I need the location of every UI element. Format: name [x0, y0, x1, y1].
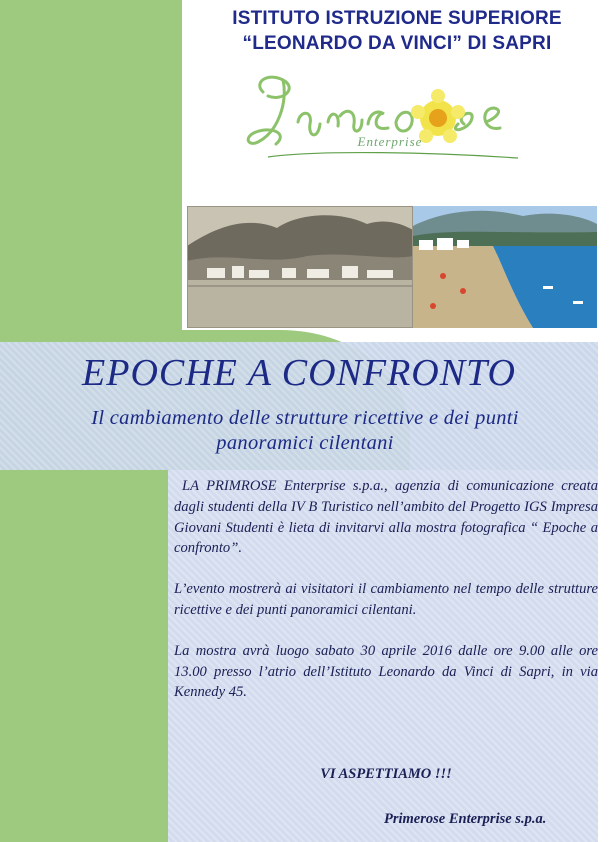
subtitle-line-1: Il cambiamento delle strutture ricettive e dei punti — [91, 407, 519, 429]
historic-coast-photo-icon — [187, 206, 413, 328]
subtitle-line-2: panoramici cilentani — [216, 432, 394, 454]
poster-subtitle — [10, 406, 600, 456]
school-line-1: ISTITUTO ISTRUZIONE SUPERIORE — [232, 8, 562, 29]
date-paragraph: La mostra avrà luogo sabato 30 aprile 2016 dalle ore 9.00 alle ore 13.00 presso l’atrio dell’Istituto Leonardo da Vinci di Sapri, in via Kennedy 45. — [174, 642, 598, 701]
logo-caption: Enterprise — [357, 134, 423, 149]
modern-beach-photo-icon — [413, 206, 597, 328]
invite-line: VI ASPETTIAMO !!! — [320, 766, 452, 782]
school-name — [182, 6, 612, 56]
school-line-2: “LEONARDO DA VINCI” DI SAPRI — [242, 33, 552, 54]
poster-title: EPOCHE A CONFRONTO — [82, 352, 516, 394]
event-paragraph: L’evento mostrerà ai visitatori il cambiamento nel tempo delle strutture ricettive e dei punti panoramici cilentani. — [174, 581, 598, 618]
signature: Primerose Enterprise s.p.a. — [384, 811, 547, 827]
primrose-logo — [228, 62, 538, 172]
body-text — [174, 476, 598, 703]
intro-paragraph: LA PRIMROSE Enterprise s.p.a., agenzia di comunicazione creata dagli studenti della IV B Turistico nell’ambito del Progetto IGS Impresa Giovani Studenti è lieta di invitarvi alla mostra fotografica “ Epoche a confronto”. — [174, 478, 598, 557]
